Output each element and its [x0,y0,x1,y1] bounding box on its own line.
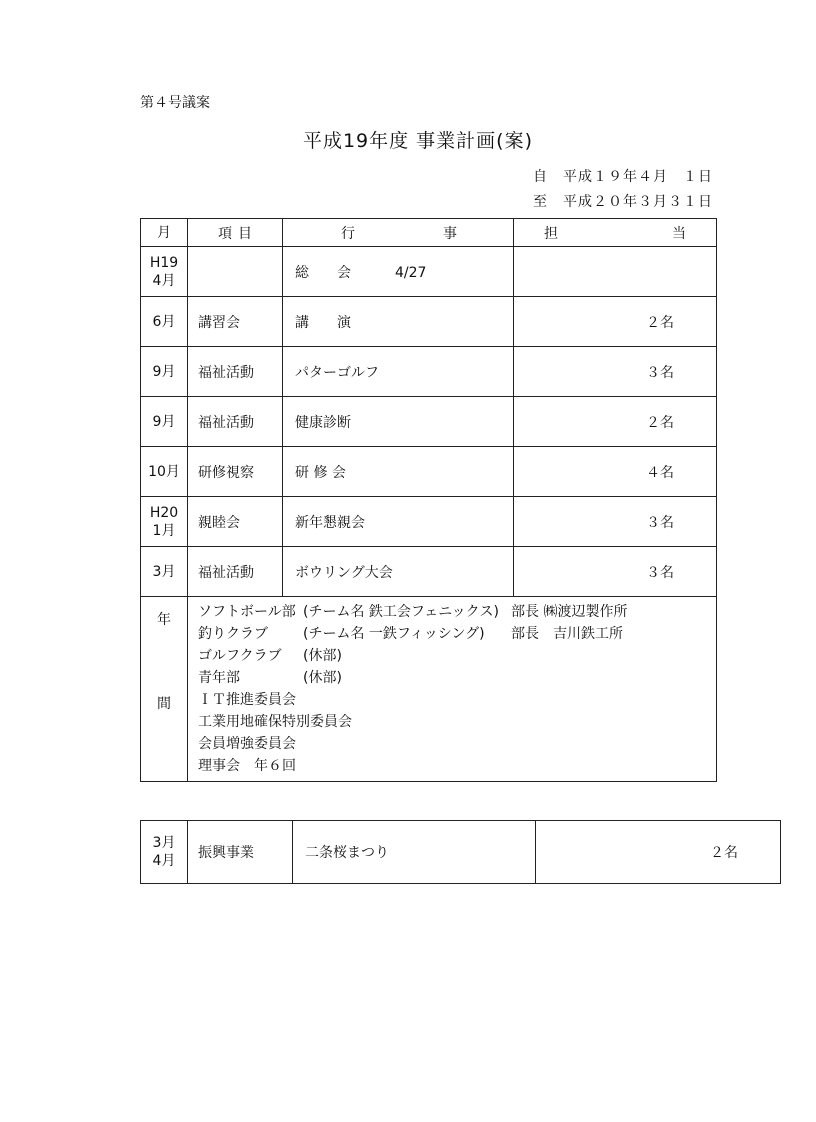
activity-name: ゴルフクラブ [198,648,282,664]
year-round-label [141,597,188,782]
header-month: 月 [141,219,188,247]
header-item [188,219,283,247]
period-to: 至 平成２０年３月３１日 [533,194,713,210]
row-month: 3月 [141,547,188,597]
row-event: 二条桜まつり [293,821,536,884]
list-item [198,667,716,689]
row-event: 健康診断 [283,397,514,447]
header-event-char-1: 行 [341,225,355,242]
activity-note: (チーム名 鉄工会フェニックス) [303,604,499,620]
month-line-2: 4月 [152,272,176,289]
row-month [141,497,188,547]
month-line-2: 1月 [152,522,176,539]
list-item [198,711,716,733]
header-charge-char-2: 当 [672,225,686,242]
table-row [141,447,717,497]
row-month: 9月 [141,347,188,397]
month-line-1: H19 [149,254,179,271]
row-month [141,247,188,297]
list-item [198,755,716,777]
table-row [141,247,717,297]
row-charge: ４名 [514,447,717,497]
row-item: 親睦会 [188,497,283,547]
document-title: 平成19年度 事業計画(案) [302,130,534,152]
row-event: 講 演 [283,297,514,347]
row-charge: ２名 [536,821,781,884]
activity-note: (休部) [303,648,342,664]
activity-head: 部長 ㈱渡辺製作所 [511,604,628,620]
row-item [188,247,283,297]
row-charge: ２名 [514,397,717,447]
table-header-row [141,219,717,247]
activity-name: 青年部 [198,670,240,686]
extra-event-table [140,820,781,884]
header-item-char-1: 項 [218,225,232,242]
row-event [283,247,514,297]
table-row [141,397,717,447]
event-name: 総 会 [295,264,351,281]
row-charge: ３名 [514,497,717,547]
row-charge: ３名 [514,347,717,397]
row-month [141,821,188,884]
year-label-char-2: 間 [157,696,171,712]
header-charge [514,219,717,247]
month-line-2: 4月 [152,853,176,869]
list-item [198,689,716,711]
row-item: 振興事業 [188,821,293,884]
year-round-content [188,597,717,782]
row-charge: ２名 [514,297,717,347]
row-item: 研修視察 [188,447,283,497]
header-event-char-2: 事 [443,225,457,242]
activity-head: 部長 吉川鉄工所 [511,626,623,642]
activity-name: 理事会 年６回 [198,758,296,774]
header-event [283,219,514,247]
row-month: 9月 [141,397,188,447]
row-charge: ３名 [514,547,717,597]
list-item [198,601,716,623]
activity-name: 工業用地確保特別委員会 [198,714,352,730]
row-item: 講習会 [188,297,283,347]
table-row [141,347,717,397]
activity-name: ＩＴ推進委員会 [198,692,296,708]
row-month: 10月 [141,447,188,497]
row-item: 福祉活動 [188,397,283,447]
row-item: 福祉活動 [188,547,283,597]
table-row [141,821,781,884]
table-row [141,497,717,547]
year-label-char-1: 年 [157,612,171,628]
header-item-char-2: 目 [238,225,252,242]
activity-note: (チーム名 一鉄フィッシング) [303,626,485,642]
period-from: 自 平成１９年４月 １日 [533,169,713,185]
month-line-1: H20 [149,504,179,521]
activity-name: ソフトボール部 [198,604,296,620]
activity-name: 会員増強委員会 [198,736,296,752]
row-event: 新年懇親会 [283,497,514,547]
event-date: 4/27 [395,264,427,281]
row-event: パターゴルフ [283,347,514,397]
row-month: 6月 [141,297,188,347]
year-round-row [141,597,717,782]
list-item [198,733,716,755]
row-item: 福祉活動 [188,347,283,397]
table-row [141,297,717,347]
list-item [198,623,716,645]
activity-note: (休部) [303,670,342,686]
agenda-number: 第４号議案 [140,95,210,111]
row-event: 研 修 会 [283,447,514,497]
list-item [198,645,716,667]
row-charge [514,247,717,297]
month-line-1: 3月 [152,835,176,851]
activity-name: 釣りクラブ [198,626,268,642]
row-event: ボウリング大会 [283,547,514,597]
header-charge-char-1: 担 [544,225,558,242]
table-row [141,547,717,597]
plan-table [140,218,717,782]
